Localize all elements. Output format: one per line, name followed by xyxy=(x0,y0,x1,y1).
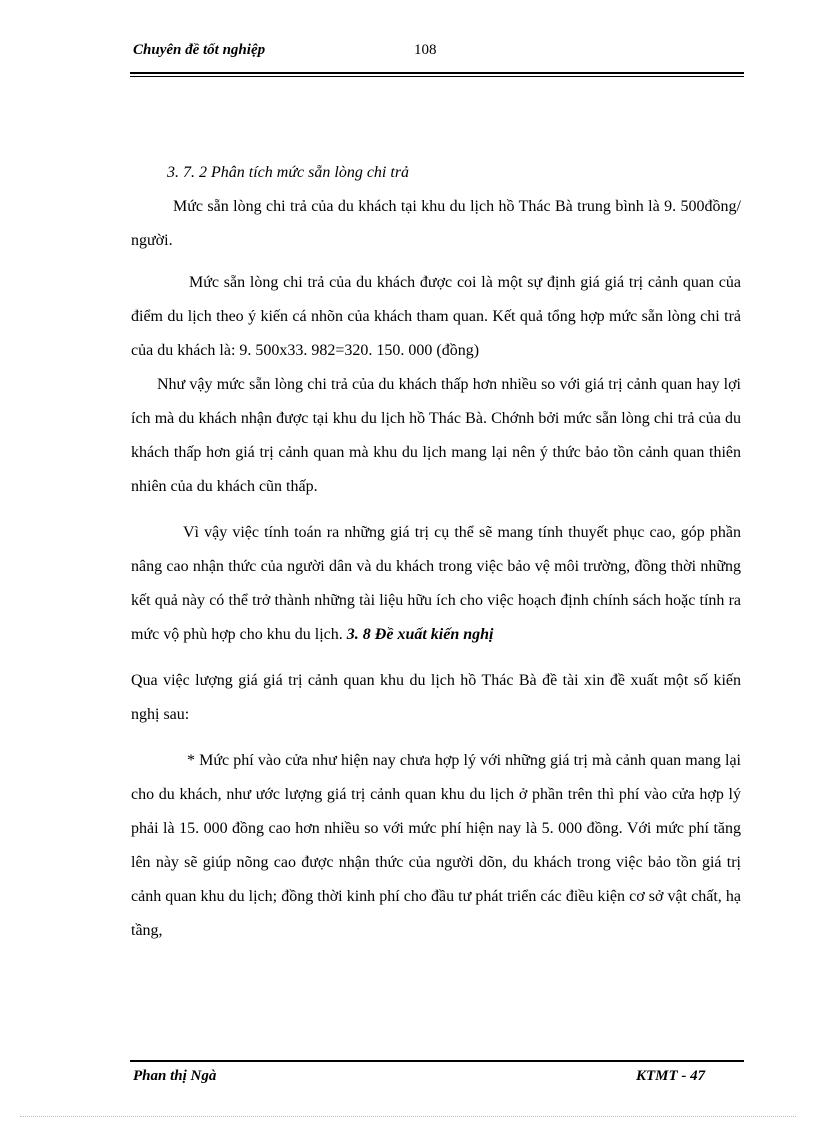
footer-rule xyxy=(130,1060,744,1062)
section-heading-2: 3. 8 Đề xuất kiến nghị xyxy=(346,626,494,643)
paragraph-1: Mức sẵn lòng chi trả của du khách tại khu du lịch hồ Thác Bà trung bình là 9. 500đồng/ người. xyxy=(131,198,741,249)
header-rule-thin xyxy=(130,76,744,77)
paragraph-4 xyxy=(131,516,741,652)
page-bottom-divider xyxy=(20,1116,796,1117)
paragraph-2: Mức sẵn lòng chi trả của du khách được coi là một sự định giá giá trị cảnh quan của điểm du lịch theo ý kiến cá nhõn của khách tham quan. Kết quả tổng hợp mức sẵn lòng chi trả của du khách là: 9. 500x33. 982=320. 150. 000 (đồng) xyxy=(131,274,741,359)
paragraph-5: Qua việc lượng giá giá trị cảnh quan khu du lịch hồ Thác Bà đề tài xin đề xuất một số kiến nghị sau: xyxy=(131,672,741,723)
header-title: Chuyên đề tốt nghiệp xyxy=(133,42,266,58)
footer-code: KTMT - 47 xyxy=(636,1068,706,1084)
page-number: 108 xyxy=(414,42,437,58)
document-body xyxy=(131,156,741,948)
paragraph-4-text: Vì vậy việc tính toán ra những giá trị cụ thể sẽ mang tính thuyết phục cao, góp phần nâng cao nhận thức của người dân và du khách trong việc bảo vệ môi trường, đồng thời những kết quả này có thể trở thành những tài liệu hữu ích cho việc hoạch định chính sách hoặc tính ra mức vộ phù hợp cho khu du lịch. xyxy=(131,524,741,643)
header-rule-thick xyxy=(130,72,744,74)
footer-author: Phan thị Ngà xyxy=(133,1068,217,1084)
section-heading: 3. 7. 2 Phân tích mức sẵn lòng chi trả xyxy=(167,164,410,181)
paragraph-6: * Mức phí vào cửa như hiện nay chưa hợp lý với những giá trị mà cảnh quan mang lại cho du khách, như ước lượng giá trị cảnh quan khu du lịch ở phần trên thì phí vào cửa hợp lý phải là 15. 000 đồng cao hơn nhiều so với mức phí hiện nay là 5. 000 đồng. Với mức phí tăng lên này sẽ giúp nõng cao được nhận thức của người dõn, du khách trong việc bảo tồn giá trị cảnh quan khu du lịch; đồng thời kinh phí cho đầu tư phát triển các điều kiện cơ sở vật chất, hạ tầng, xyxy=(131,752,741,939)
paragraph-3: Như vậy mức sẵn lòng chi trả của du khách thấp hơn nhiều so với giá trị cảnh quan hay lợi ích mà du khách nhận được tại khu du lịch hồ Thác Bà. Chớnh bởi mức sẵn lòng chi trả của du khách thấp hơn giá trị cảnh quan mà khu du lịch mang lại nên ý thức bảo tồn cảnh quan thiên nhiên của du khách cũn thấp. xyxy=(131,376,741,495)
